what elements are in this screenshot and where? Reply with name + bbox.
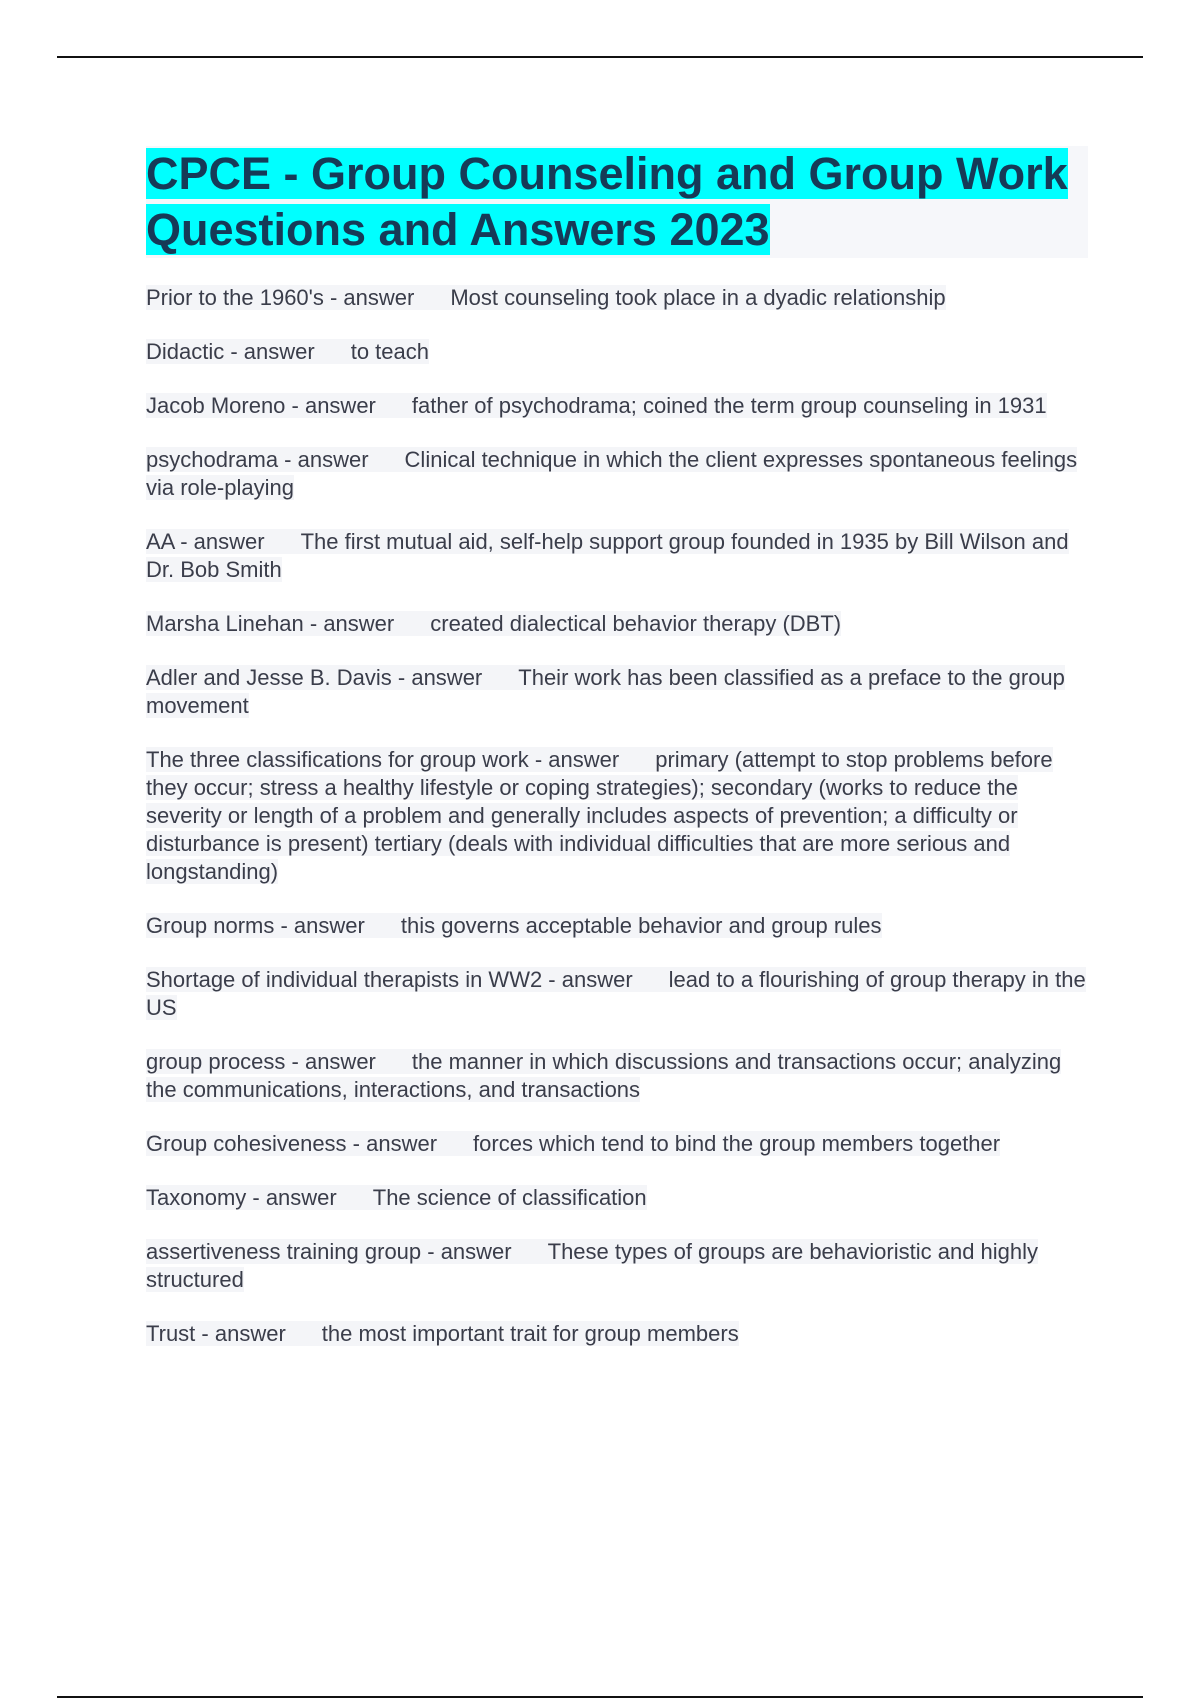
qa-term: Shortage of individual therapists in WW2 - answer — [146, 967, 633, 992]
qa-answer: primary (attempt to stop problems before they occur; stress a healthy lifestyle or coping strategies); secondary (works to reduce the severity or length of a problem and generally includes aspects of prevention; a difficulty or disturbance is present) tertiary (deals with individual difficulties that are more serious and longstanding) — [146, 747, 1053, 884]
qa-answer: Most counseling took place in a dyadic relationship — [450, 285, 946, 310]
qa-entry — [146, 446, 1088, 502]
document-body — [146, 146, 1088, 1374]
qa-entry — [146, 610, 1088, 638]
qa-entry — [146, 338, 1088, 366]
qa-entry — [146, 392, 1088, 420]
qa-answer: Their work has been classified as a preface to the group movement — [146, 665, 1065, 718]
qa-entry — [146, 746, 1088, 886]
qa-term: Group norms - answer — [146, 913, 365, 938]
qa-answer: the manner in which discussions and transactions occur; analyzing the communications, interactions, and transactions — [146, 1049, 1062, 1102]
qa-answer: These types of groups are behavioristic and highly structured — [146, 1239, 1039, 1292]
qa-term: Adler and Jesse B. Davis - answer — [146, 665, 483, 690]
document-title-text: CPCE - Group Counseling and Group Work Questions and Answers 2023 — [146, 148, 1068, 255]
qa-term: Jacob Moreno - answer — [146, 393, 376, 418]
qa-entry — [146, 1130, 1088, 1158]
qa-entry — [146, 1184, 1088, 1212]
title-block — [146, 146, 1088, 258]
qa-answer: created dialectical behavior therapy (DBT) — [430, 611, 842, 636]
qa-term: Marsha Linehan - answer — [146, 611, 395, 636]
qa-term: Group cohesiveness - answer — [146, 1131, 438, 1156]
document-title — [146, 146, 1088, 258]
qa-entry — [146, 912, 1088, 940]
qa-answer: forces which tend to bind the group members together — [473, 1131, 1001, 1156]
qa-term: Prior to the 1960's - answer — [146, 285, 415, 310]
qa-term: AA - answer — [146, 529, 265, 554]
qa-term: group process - answer — [146, 1049, 376, 1074]
qa-entry — [146, 664, 1088, 720]
qa-answer: lead to a flourishing of group therapy in the US — [146, 967, 1086, 1020]
qa-answer: Clinical technique in which the client expresses spontaneous feelings via role-playing — [146, 447, 1078, 500]
qa-entry — [146, 1320, 1088, 1348]
qa-entry — [146, 1238, 1088, 1294]
qa-entry — [146, 1048, 1088, 1104]
qa-answer: father of psychodrama; coined the term group counseling in 1931 — [411, 393, 1047, 418]
qa-entry — [146, 966, 1088, 1022]
qa-term: psychodrama - answer — [146, 447, 369, 472]
qa-answer: this governs acceptable behavior and group rules — [400, 913, 882, 938]
qa-entry — [146, 528, 1088, 584]
qa-term: The three classifications for group work - answer — [146, 747, 620, 772]
qa-term: assertiveness training group - answer — [146, 1239, 512, 1264]
qa-answer: to teach — [350, 339, 429, 364]
bottom-rule — [57, 1696, 1143, 1698]
qa-entry — [146, 284, 1088, 312]
qa-answer: the most important trait for group members — [321, 1321, 739, 1346]
qa-term: Didactic - answer — [146, 339, 315, 364]
top-rule — [57, 56, 1143, 58]
qa-term: Trust - answer — [146, 1321, 286, 1346]
qa-answer: The science of classification — [372, 1185, 647, 1210]
qa-term: Taxonomy - answer — [146, 1185, 337, 1210]
qa-answer: The first mutual aid, self-help support group founded in 1935 by Bill Wilson and Dr. Bob Smith — [146, 529, 1069, 582]
